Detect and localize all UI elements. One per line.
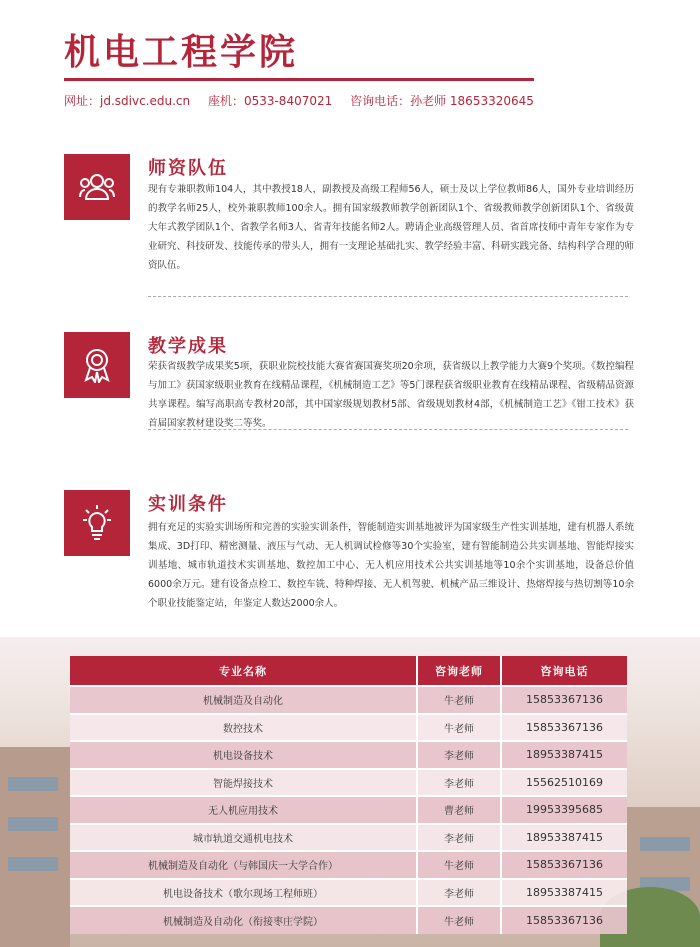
award-medal-icon <box>64 332 130 398</box>
major-cell: 机械制造及自动化（与韩国庆一大学合作） <box>70 851 417 879</box>
website-text[interactable]: 网址：jd.sdivc.edu.cn <box>64 94 191 108</box>
table-row <box>70 824 627 852</box>
table-header-row <box>70 656 627 686</box>
divider <box>148 296 628 297</box>
landline-text: 座机：0533-8407021 <box>207 94 333 108</box>
phone-cell: 15853367136 <box>501 906 627 934</box>
section-title: 实训条件 <box>148 494 228 515</box>
section-title: 教学成果 <box>148 336 228 357</box>
divider <box>148 429 628 430</box>
major-cell: 城市轨道交通机电技术 <box>70 824 417 852</box>
phone-cell: 19953395685 <box>501 796 627 824</box>
contact-line <box>64 92 548 109</box>
major-cell: 无人机应用技术 <box>70 796 417 824</box>
major-cell: 数控技术 <box>70 714 417 742</box>
table-row <box>70 769 627 797</box>
section-body: 荣获省级教学成果奖5项，获职业院校技能大赛省赛国赛奖项20余项，获省级以上教学能力大赛9个奖项。《数控编程与加工》获国家级职业教育在线精品课程，《机械制造工艺》等5门课程获省级职业教育在线精品课程、省级精品资源共享课程。编写高职高专教材20部，其中国家级规划教材5部、省级规划教材4部，《机械制造工艺》《钳工技术》获首届国家教材建设奖二等奖。 <box>148 361 634 429</box>
people-group-icon <box>64 154 130 220</box>
teacher-cell: 李老师 <box>417 741 501 769</box>
section-title: 师资队伍 <box>148 158 228 179</box>
table-row <box>70 686 627 714</box>
phone-cell: 15853367136 <box>501 714 627 742</box>
section-body: 拥有充足的实验实训场所和完善的实验实训条件，智能制造实训基地被评为国家级生产性实训基地，建有机器人系统集成、3D打印、精密测量、液压与气动、无人机调试检修等30个实验室，建有智能制造公共实训基地、智能焊接实训基地、城市轨道技术实训基地、数控加工中心、无人机应用技术公共实训基地等10余个实训基地，设备总价值6000余万元。建有设备点检工、数控车铣、特种焊接、无人机驾驶、机械产品三维设计、热熔焊接与热切割等10余个职业技能鉴定站，年鉴定人数达2000余人。 <box>148 522 634 609</box>
teacher-cell: 牛老师 <box>417 714 501 742</box>
column-header-major: 专业名称 <box>70 656 417 686</box>
major-cell: 机电设备技术 <box>70 741 417 769</box>
teacher-cell: 李老师 <box>417 824 501 852</box>
majors-table <box>70 656 627 934</box>
major-cell: 机电设备技术（歌尔现场工程师班） <box>70 879 417 907</box>
column-header-teacher: 咨询老师 <box>417 656 501 686</box>
table-row <box>70 741 627 769</box>
column-header-phone: 咨询电话 <box>501 656 627 686</box>
table-row <box>70 906 627 934</box>
table-row <box>70 796 627 824</box>
teacher-cell: 李老师 <box>417 769 501 797</box>
major-cell: 智能焊接技术 <box>70 769 417 797</box>
section-achievements <box>64 332 634 432</box>
major-cell: 机械制造及自动化（衔接枣庄学院） <box>70 906 417 934</box>
phone-cell: 18953387415 <box>501 741 627 769</box>
phone-cell: 18953387415 <box>501 879 627 907</box>
major-cell: 机械制造及自动化 <box>70 686 417 714</box>
teacher-cell: 牛老师 <box>417 686 501 714</box>
section-body: 现有专兼职教师104人，其中教授18人，副教授及高级工程师56人，硕士及以上学位教师86人，国外专业培训经历的教学名师25人，校外兼职教师100余人。拥有国家级教师教学创新团队1个、省级教师教学创新团队1个、省级黄大年式教学团队1个、省教学名师3人、省青年技能名师2人。聘请企业高级管理人员、省首席技师中青年专家作为专业研究、科技研发、技能传承的带头人，拥有一支理论基础扎实、教学经验丰富、科研实践完备、结构科学合理的师资队伍。 <box>148 184 634 271</box>
table-row <box>70 879 627 907</box>
phone-cell: 15562510169 <box>501 769 627 797</box>
table-row <box>70 851 627 879</box>
table-row <box>70 714 627 742</box>
teacher-cell: 牛老师 <box>417 906 501 934</box>
teacher-cell: 牛老师 <box>417 851 501 879</box>
teacher-cell: 李老师 <box>417 879 501 907</box>
hotline-text: 咨询电话：孙老师 18653320645 <box>350 94 534 108</box>
teacher-cell: 曹老师 <box>417 796 501 824</box>
page-title: 机电工程学院 <box>64 32 299 73</box>
phone-cell: 15853367136 <box>501 686 627 714</box>
title-underline <box>64 78 534 81</box>
lightbulb-icon <box>64 490 130 556</box>
phone-cell: 15853367136 <box>501 851 627 879</box>
section-faculty <box>64 154 634 274</box>
section-training <box>64 490 634 610</box>
phone-cell: 18953387415 <box>501 824 627 852</box>
